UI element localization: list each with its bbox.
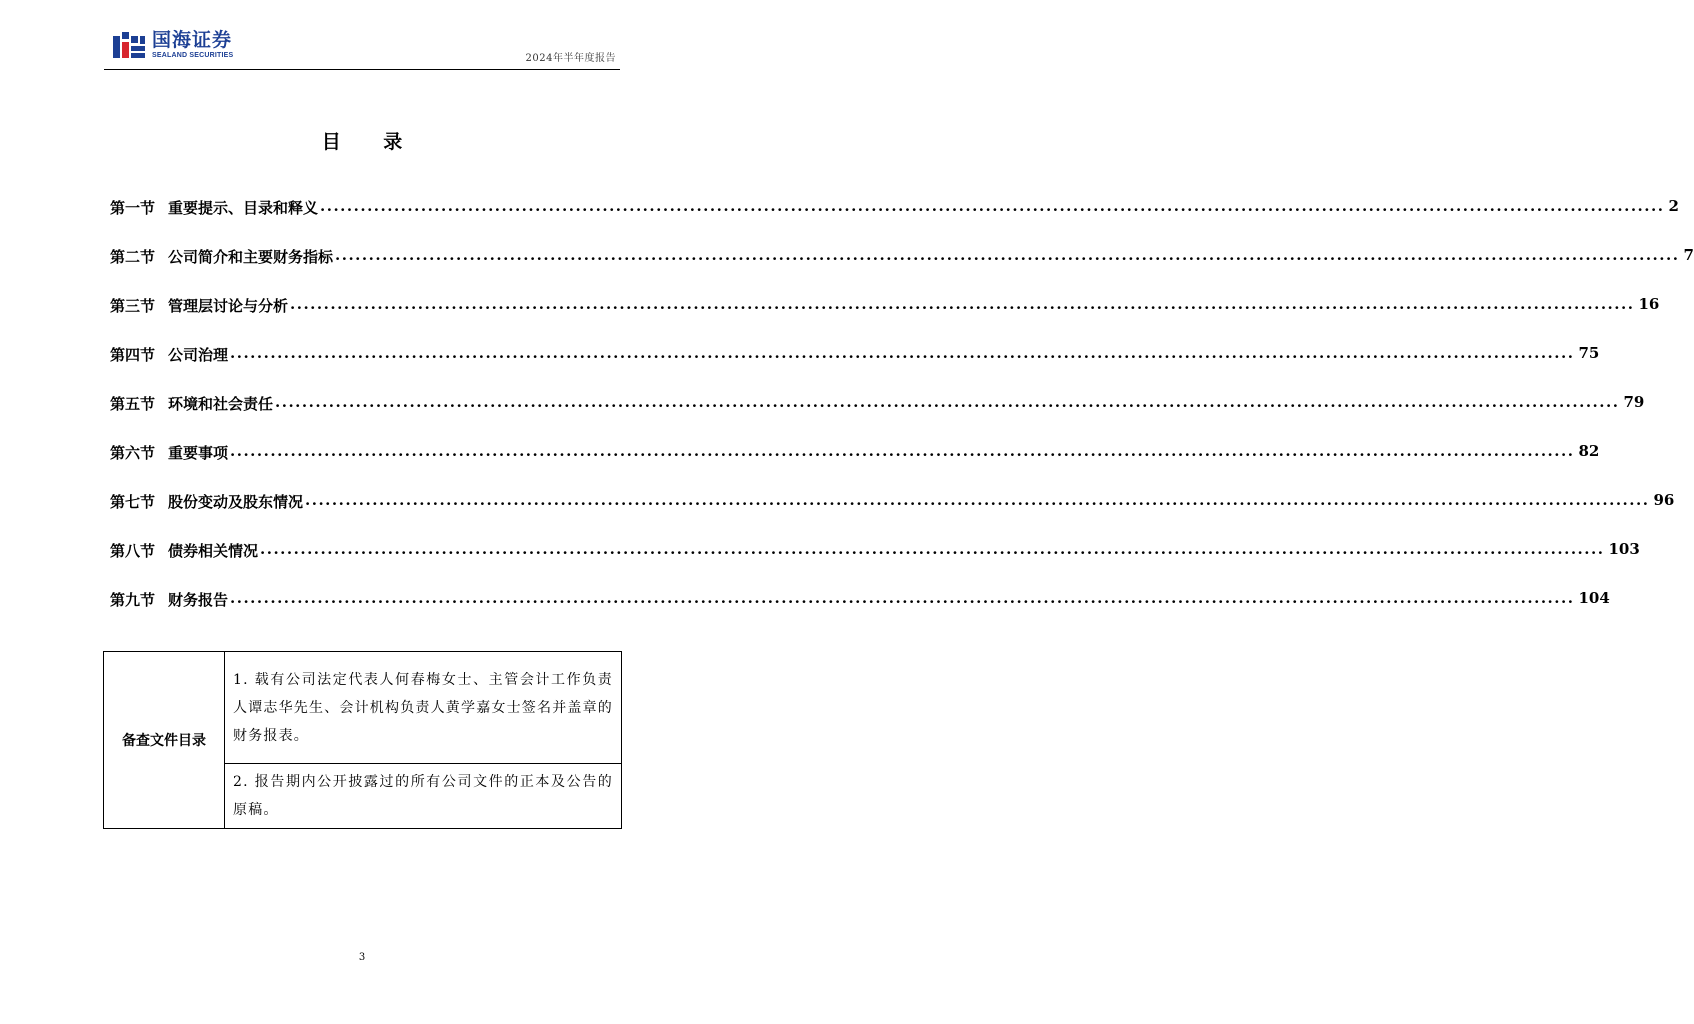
toc-entry[interactable]: [110, 540, 1640, 589]
toc-section-name: 重要提示、目录和释义: [168, 199, 319, 217]
table-of-contents: [110, 197, 1694, 638]
toc-section-name: 管理层讨论与分析: [168, 297, 289, 315]
toc-leader-dots: ........................................................................................................................................................................................................: [320, 197, 1665, 215]
toc-section-name: 重要事项: [168, 444, 229, 462]
toc-page-number: 2: [1668, 197, 1679, 215]
toc-page-number: 103: [1608, 540, 1640, 558]
toc-leader-dots: ........................................................................................................................................................................................................: [260, 540, 1605, 558]
toc-section-number: 第一节: [110, 199, 156, 217]
toc-entry[interactable]: [110, 589, 1610, 638]
logo-chinese-name: 国海证券: [152, 29, 233, 51]
toc-page-number: 79: [1623, 393, 1645, 411]
page-header: [104, 28, 620, 70]
toc-leader-dots: ........................................................................................................................................................................................................: [230, 344, 1575, 362]
toc-section-name: 公司治理: [168, 346, 229, 364]
toc-entry[interactable]: [110, 197, 1679, 246]
toc-page-number: 104: [1578, 589, 1610, 607]
toc-entry[interactable]: [110, 246, 1694, 295]
page-number: 3: [358, 952, 366, 963]
report-name: 2024年半年度报告: [525, 53, 616, 64]
toc-leader-dots: ........................................................................................................................................................................................................: [305, 491, 1650, 509]
reference-document-item: 2. 报告期内公开披露过的所有公司文件的正本及公告的原稿。: [225, 764, 622, 829]
sealand-logo-icon: [112, 30, 146, 60]
toc-page-number: 82: [1578, 442, 1600, 460]
toc-section-name: 公司简介和主要财务指标: [168, 248, 334, 266]
toc-section-number: 第六节: [110, 444, 156, 462]
toc-section-number: 第三节: [110, 297, 156, 315]
toc-section-name: 债券相关情况: [168, 542, 259, 560]
toc-leader-dots: ........................................................................................................................................................................................................: [230, 442, 1575, 460]
toc-page-number: 16: [1638, 295, 1660, 313]
toc-section-number: 第七节: [110, 493, 156, 511]
reference-documents-label: 备查文件目录: [104, 652, 225, 829]
toc-section-name: 环境和社会责任: [168, 395, 274, 413]
logo-english-name: SEALAND SECURITIES: [152, 52, 234, 59]
toc-section-number: 第四节: [110, 346, 156, 364]
toc-section-number: 第五节: [110, 395, 156, 413]
toc-leader-dots: ........................................................................................................................................................................................................: [230, 589, 1575, 607]
toc-title: 目 录: [321, 131, 421, 153]
reference-documents-table: [103, 651, 622, 829]
toc-section-number: 第二节: [110, 248, 156, 266]
toc-entry[interactable]: [110, 295, 1660, 344]
toc-entry[interactable]: [110, 393, 1645, 442]
toc-entry[interactable]: [110, 491, 1675, 540]
toc-entry[interactable]: [110, 442, 1600, 491]
company-logo: [112, 28, 233, 62]
toc-section-name: 财务报告: [168, 591, 229, 609]
toc-leader-dots: ........................................................................................................................................................................................................: [275, 393, 1620, 411]
toc-section-name: 股份变动及股东情况: [168, 493, 304, 511]
toc-section-number: 第九节: [110, 591, 156, 609]
toc-entry[interactable]: [110, 344, 1600, 393]
toc-leader-dots: ........................................................................................................................................................................................................: [335, 246, 1680, 264]
toc-section-number: 第八节: [110, 542, 156, 560]
reference-document-item: 1. 载有公司法定代表人何春梅女士、主管会计工作负责人谭志华先生、会计机构负责人黄学嘉女士签名并盖章的财务报表。: [225, 652, 622, 764]
toc-page-number: 75: [1578, 344, 1600, 362]
toc-page-number: 96: [1653, 491, 1675, 509]
toc-page-number: 7: [1683, 246, 1694, 264]
toc-leader-dots: ........................................................................................................................................................................................................: [290, 295, 1635, 313]
